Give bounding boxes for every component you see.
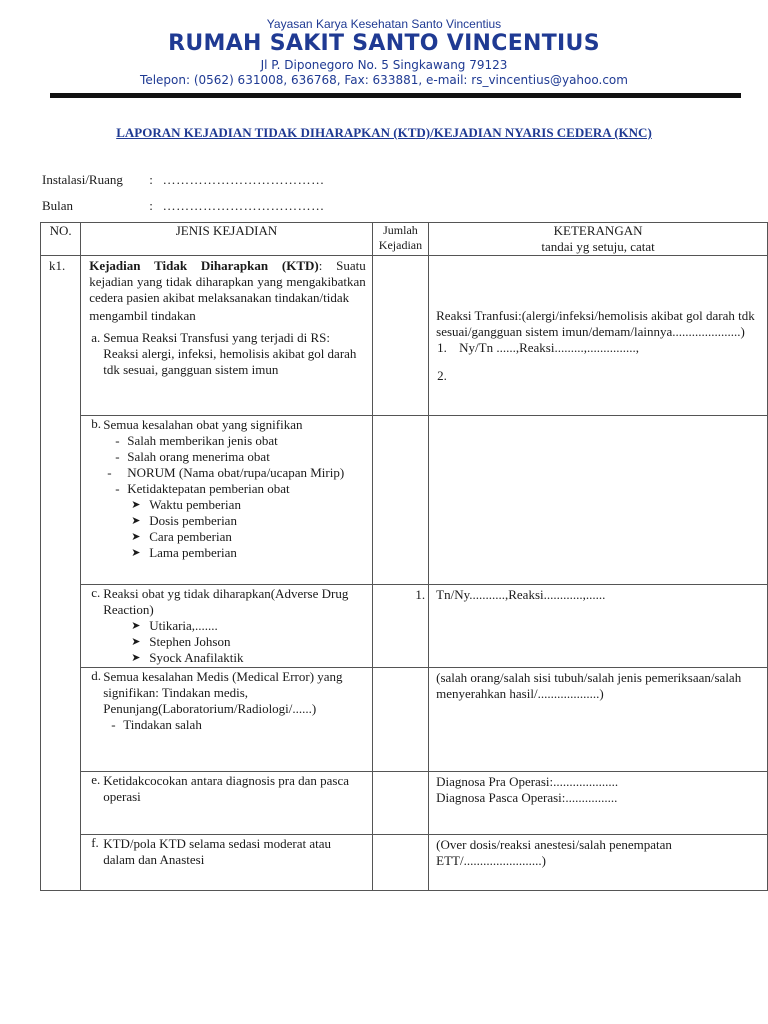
- arrow-item-text: Waktu pemberian: [149, 497, 241, 512]
- ket-cell-d[interactable]: [429, 668, 768, 772]
- arrow-item: [81, 545, 372, 561]
- arrow-item-text: Syock Anafilaktik: [149, 650, 244, 665]
- arrow-bullet-icon: ➤: [131, 636, 141, 648]
- ket-cell-f[interactable]: [429, 835, 768, 891]
- item-e: [81, 772, 372, 805]
- dash-bullet: -: [115, 481, 120, 496]
- jumlah-cell-d[interactable]: [372, 668, 428, 772]
- table-row-d: [41, 668, 768, 772]
- item-d: [81, 668, 372, 717]
- table-row-e: [41, 772, 768, 835]
- row-number: k1.: [49, 258, 66, 273]
- jumlah-cell-e[interactable]: [372, 772, 428, 835]
- ktd-definition: [81, 256, 372, 308]
- jumlah-c-number: 1.: [415, 587, 426, 602]
- dash-bullet: -: [107, 465, 112, 480]
- arrow-item: [81, 618, 372, 634]
- item-a: [81, 330, 372, 378]
- colon: :: [149, 172, 153, 187]
- ket-cell-e[interactable]: [429, 772, 768, 835]
- item-c: [81, 585, 372, 618]
- header-jumlah-line2: Kejadian: [378, 238, 423, 252]
- dash-item-text: Ketidaktepatan pemberian obat: [127, 481, 290, 496]
- jenis-cell-a: [81, 256, 373, 416]
- ket-cell-a[interactable]: [429, 256, 768, 416]
- foundation-name: Yayasan Karya Kesehatan Santo Vincentius: [266, 17, 502, 31]
- ket-e-line2: Diagnosa Pasca Operasi:................: [436, 790, 618, 805]
- item-d-letter: d.: [91, 668, 101, 683]
- dash-item: [81, 481, 372, 497]
- dash-item-text: NORUM (Nama obat/rupa/ucapan Mirip): [127, 465, 345, 480]
- header-divider: [50, 93, 741, 98]
- table-row-f: [41, 835, 768, 891]
- ket-cell-c[interactable]: [429, 585, 768, 668]
- table-row-c: [41, 585, 768, 668]
- arrow-item-text: Stephen Johson: [149, 634, 231, 649]
- jenis-cell-e: [81, 772, 373, 835]
- item-f-text: KTD/pola KTD selama sedasi moderat atau dalam dan Anastesi: [103, 836, 332, 867]
- arrow-item-text: Utikaria,.......: [149, 618, 218, 633]
- header-jenis: JENIS KEJADIAN: [81, 223, 373, 256]
- jumlah-cell-a[interactable]: [372, 256, 428, 416]
- item-f: [81, 835, 372, 868]
- dash-item: [81, 717, 372, 733]
- arrow-item: [81, 497, 372, 513]
- jenis-cell-f: [81, 835, 373, 891]
- jumlah-cell-c[interactable]: [372, 585, 428, 668]
- arrow-item: [81, 529, 372, 545]
- ket-a-text: Reaksi Tranfusi:(alergi/infeksi/hemolisis akibat gol darah tdk sesuai/gangguan sistem imun/demam/lainnya.....................): [436, 308, 755, 339]
- dash-bullet: -: [111, 717, 116, 732]
- hospital-contact: Telepon: (0562) 631008, 636768, Fax: 633881, e-mail: rs_vincentius@yahoo.com: [140, 73, 628, 87]
- arrow-item-text: Lama pemberian: [149, 545, 237, 560]
- ket-c-text: Tn/Ny...........,Reaksi............,......: [436, 587, 606, 602]
- bulan-label: Bulan: [42, 198, 74, 213]
- ket-a-line1: [429, 340, 767, 356]
- ket-e-line1: Diagnosa Pra Operasi:....................: [436, 774, 619, 789]
- item-e-text: Ketidakcocokan antara diagnosis pra dan pasca operasi: [103, 773, 350, 804]
- dash-item: [81, 433, 372, 449]
- item-e-letter: e.: [91, 772, 101, 787]
- dash-item-text: Salah memberikan jenis obat: [127, 433, 278, 448]
- arrow-item: [81, 650, 372, 666]
- table-row-a: [41, 256, 768, 416]
- ktd-definition-text: : Suatu kejadian yang tidak diharapkan yang mengakibatkan cedera pasien akibat melaksanakan tindakan/tidak: [89, 258, 366, 305]
- dash-item: [81, 465, 372, 481]
- hospital-address: Jl P. Diponegoro No. 5 Singkawang 79123: [260, 58, 508, 72]
- item-a-letter: a.: [91, 330, 101, 345]
- header-ket-line2: tandai yg setuju, catat: [541, 239, 655, 254]
- instalasi-blank[interactable]: ………………………………: [162, 172, 325, 187]
- dash-bullet: -: [115, 449, 120, 464]
- incident-table: [40, 222, 768, 891]
- instalasi-field: [42, 172, 325, 188]
- dash-item: [81, 449, 372, 465]
- jumlah-cell-b[interactable]: [372, 416, 428, 585]
- item-c-text: Reaksi obat yg tidak diharapkan(Adverse Drug Reaction): [103, 586, 349, 617]
- ket-d-text: (salah orang/salah sisi tubuh/salah jenis pemeriksaan/salah menyerahkan hasil/...................): [436, 670, 742, 701]
- header-no: NO.: [41, 223, 81, 256]
- item-b-text: Semua kesalahan obat yang signifikan: [103, 417, 303, 432]
- jenis-cell-b: [81, 416, 373, 585]
- ket-a-num2: 2.: [437, 368, 447, 383]
- item-c-letter: c.: [91, 585, 101, 600]
- ket-f-text: (Over dosis/reaksi anestesi/salah penempatan ETT/........................): [436, 837, 672, 868]
- bulan-blank[interactable]: ………………………………: [162, 198, 325, 213]
- item-b: [81, 416, 372, 433]
- jenis-cell-d: [81, 668, 373, 772]
- header-jumlah: [372, 223, 428, 256]
- arrow-bullet-icon: ➤: [131, 620, 141, 632]
- item-d-text: Semua kesalahan Medis (Medical Error) yang signifikan: Tindakan medis, Penunjang(Laboratorium/Radiologi/......): [103, 669, 343, 716]
- header-jumlah-line1: Jumlah: [383, 223, 418, 237]
- arrow-item-text: Dosis pemberian: [149, 513, 237, 528]
- arrow-item-text: Cara pemberian: [149, 529, 232, 544]
- arrow-bullet-icon: ➤: [131, 547, 141, 559]
- item-b-letter: b.: [91, 416, 101, 431]
- bulan-field: [42, 198, 325, 214]
- arrow-bullet-icon: ➤: [131, 652, 141, 664]
- ket-cell-b[interactable]: [429, 416, 768, 585]
- dash-item-text: Salah orang menerima obat: [127, 449, 270, 464]
- arrow-item: [81, 513, 372, 529]
- item-f-letter: f.: [91, 835, 99, 850]
- item-a-text: Semua Reaksi Transfusi yang terjadi di RS: Reaksi alergi, infeksi, hemolisis akibat gol darah tdk sesuai, gangguan sistem imun: [103, 330, 357, 377]
- ktd-term: Kejadian Tidak Diharapkan (KTD): [89, 258, 319, 273]
- dash-item-text: Tindakan salah: [123, 717, 202, 732]
- jumlah-cell-f[interactable]: [372, 835, 428, 891]
- ktd-definition-end: mengambil tindakan: [89, 308, 196, 323]
- table-header-row: [41, 223, 768, 256]
- header-ket-line1: KETERANGAN: [553, 223, 643, 238]
- report-title: LAPORAN KEJADIAN TIDAK DIHARAPKAN (KTD)/KEJADIAN NYARIS CEDERA (KNC): [116, 125, 652, 140]
- hospital-name: RUMAH SAKIT SANTO VINCENTIUS: [168, 31, 600, 56]
- header-keterangan: [429, 223, 768, 256]
- table-row-b: [41, 416, 768, 585]
- arrow-bullet-icon: ➤: [131, 499, 141, 511]
- dash-bullet: -: [115, 433, 120, 448]
- colon: :: [149, 198, 153, 213]
- jenis-cell-c: [81, 585, 373, 668]
- ket-a-entry1: Ny/Tn ......,Reaksi.........,...............,: [459, 340, 639, 355]
- row-number-cell: [41, 256, 81, 891]
- arrow-item: [81, 634, 372, 650]
- instalasi-label: Instalasi/Ruang: [42, 172, 123, 187]
- arrow-bullet-icon: ➤: [131, 531, 141, 543]
- arrow-bullet-icon: ➤: [131, 515, 141, 527]
- ket-a-num1: 1.: [437, 340, 447, 355]
